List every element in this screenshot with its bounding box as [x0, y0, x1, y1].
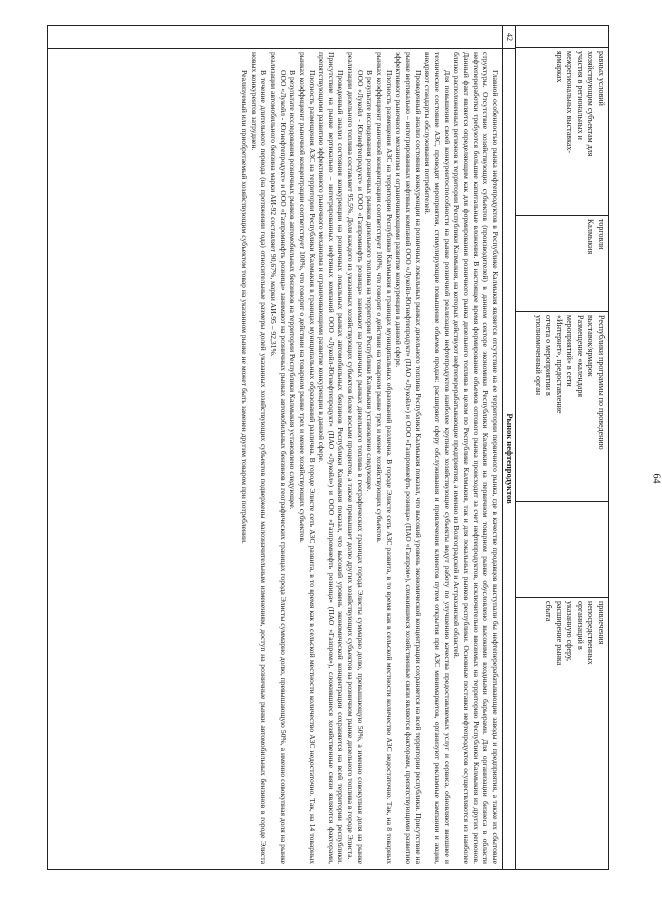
prev-row-line: межрегиональных выставках- [565, 51, 575, 154]
competition-table [47, 25, 609, 870]
prev-row-line: участия в региональных и [576, 51, 585, 140]
prev-row-line: отчета о мероприятии в [544, 315, 554, 396]
body-paragraph: Проведенный анализ состояния конкуренции на розничных локальных рынках автомобильных бензинов Республики Калмыкия показал, что высокий уровень экономической концентрации сохраняется на всей территории республики. Присутствие на рынке вертикально – интегрированных нефтяных компаний ООО «Лукойл-Югнефтепродукт» (ПАО «Лукойл») и ООО «Газпромнефть розница» (ПАО «Газпром»), сложившиеся хозяйственные связи являются факторами, препятствующими развитию эффективного рыночного механизма и ограничивающими развитие конкуренции в данной сфере. [317, 52, 346, 864]
prev-row-line: привлечения [597, 601, 606, 645]
body-paragraph: Проведенный анализ состояния конкуренции на розничных локальных рынках дизельного топлива Республики Калмыкия показал, что высокий уровень экономической концентрации сохраняется на всей территории республики. Присутствие на рынке вертикально – интегрированных нефтяных компаний ООО «Лукойл-Югнефтепродукт» (ПАО «Лукойл») и ООО «Газпромнефть розница» (ПАО «Газпром»), сложившиеся хозяйственные связи являются факторами, препятствующими развитию эффективного рыночного механизма и ограничивающими развитие конкуренции в данной сфере. [394, 52, 423, 864]
prev-row-line: «Интернет», предоставление [555, 315, 564, 414]
body-paragraph: Главной особенностью рынка нефтепродуктов в Республике Калмыкия является отсутствие на ее территории первичного рынка, где в качестве продавцов выступали бы нефтеперерабатывающие заводы и предприятия, а также их сбытовые структуры. Отсутствие хозяйствующих субъектов (производителей) в данном секторе экономики Республики Калмыкия на первичном товарном рынке обусловлено высокими входными барьерами. Для организации бизнеса в области нефтепереработки требуются большие капитальные вложения. В настоящее время формирование объемов оптового рынка происходит за счет нефтепродуктов, исключительно ввозимых на территорию Республики Калмыкия из других регионов. Данный факт является определяющим как для формирования розничного рынка дизельного топлива в целом по Республике Калмыкия, так и для локальных рынков республики. Основные поставки нефтепродуктов осуществляются из наиболее близко расположенных регионов к территории Республики Калмыкия, на которых действуют нефтеперерабатывающие предприятия, а именно из Волгоградской и Астраханской областей. [452, 52, 500, 864]
previous-table-row [515, 26, 608, 869]
prev-row-number [516, 26, 608, 48]
prev-row-line: уполномоченный орган [534, 315, 543, 396]
prev-row-line: равных условий [597, 51, 606, 106]
prev-row-measure [516, 48, 608, 216]
section-number: 42 [503, 26, 516, 49]
page-number: 64 [650, 473, 662, 484]
prev-row-line: Размещение «календаря [576, 315, 585, 397]
body-paragraph: ООО «Лукойл - Югнефтепродукт» и ООО «Газпромнефть розница» занимают на розничных рынках дизельного топлива в географических границах города Элисты суммарно долю, превышающую 50%, а именно совокупная доля на рынке реализации дизельного топлива составляет 95,5%. Доля каждого из указанных хозяйствующих субъектов более восьми процентов, а также превышает долю других хозяйствующих субъектов на розничном рынке дизельного топлива в городе Элиста. [346, 52, 365, 864]
rotated-sheet [47, 25, 609, 870]
prev-row-responsible [516, 216, 608, 312]
body-paragraph: Плотность размещения АЗС на территории Республики Калмыкия в границах муниципальных образований различна. В городе Элисте сеть АЗС развита, в то время как в сельской местности количество АЗС недостаточно. Так, на 8 товарных рынках коэффициент рыночной концентрации соответствует 100%, что говорит о действии на товарном рынке трех и менее хозяйствующих субъектов. [375, 52, 394, 864]
prev-row-line: сбыта [544, 601, 554, 622]
section-header-row [502, 26, 516, 869]
body-paragraph: Для повышения своей конкурентоспособности на рынке розничной реализации нефтепродуктов наиболее крупные хозяйствующие субъекты ведут работу по улучшению качества предоставляемых услуг и сервиса, обновляют внешнее и техническое состояние АЗС, проводят мероприятия, стимулирующие повышение объемов продаж: расширяют сферу обслуживания и привлечения клиентов путем открытия при АЗС минимаркетов, организуют рекламные кампании и акции, внедряют стандарты обслуживания потребителей. [423, 52, 452, 864]
prev-row-line: расширение рынка [555, 601, 564, 666]
prev-row-line: ярмарках [555, 51, 564, 83]
body-paragraph: ООО «Лукойл - Югнефтепродукт» и ООО «Газпромнефть розница» занимают на розничных рынках автомобильных бензинов в географических границах города Элисты суммарно долю, превышающую 50%, а именно совокупная доля на рынке реализации автомобильного бензина марки АИ-92 составляет 90,67%, марки АИ-95 – 92,31%. [268, 52, 288, 864]
prev-row-line: выставок/ярмарок [586, 315, 596, 377]
prev-row-line: организаций в [576, 601, 585, 650]
section-body-row [48, 26, 503, 869]
prev-row-line: Республики программы по проведению [597, 315, 606, 450]
prev-row-line: мероприятий» в сети [565, 315, 575, 387]
prev-row-result [516, 598, 608, 869]
section-body-text [239, 52, 500, 864]
prev-row-line: указанную сферу, [565, 601, 575, 662]
body-paragraph: В результате исследования розничных рынков дизельного топлива на территории Республики Калмыкия установлено следующее. [365, 70, 375, 492]
document-page [47, 25, 662, 870]
section-title: Рынок нефтепродуктов [505, 413, 515, 504]
prev-row-line: торговли [597, 219, 606, 250]
prev-row-line: непосредственных [586, 601, 596, 665]
body-paragraph: Плотность размещения АЗС на территории Республики Калмыкия в границах муниципальных образований различна. В городе Элисте сеть АЗС развита, в то время как в сельской местности количество АЗС недостаточно. Так, на 14 товарных рынках коэффициент рыночной концентрации соответствует 100%, что говорит о действии на товарном рынке трех и менее хозяйствующих субъектов. [297, 52, 317, 864]
section-body-number-cell [48, 26, 503, 49]
body-paragraph: Реализуемый или приобретаемый хозяйствующим субъектом товар на указанном рынке не может быть заменен другим товаром при потреблении. [239, 70, 249, 544]
body-paragraph: В результате исследования розничных рынков автомобильных бензинов на территории Республики Калмыкия установлено следующее. [288, 70, 298, 510]
body-paragraph: В течение длительного периода (на протяжении года) относительные размеры долей указанных хозяйствующих субъектов подвержены малозначительным изменениям, доступ на розничные рынки автомобильных бензинов в городе Элиста новых конкурентов затруднен. [249, 52, 269, 864]
prev-row-deadline [516, 502, 608, 598]
prev-row-actions [516, 312, 608, 502]
prev-row-line: хозяйствующим субъектам для [586, 51, 596, 157]
prev-row-line: Калмыкия [586, 219, 596, 255]
